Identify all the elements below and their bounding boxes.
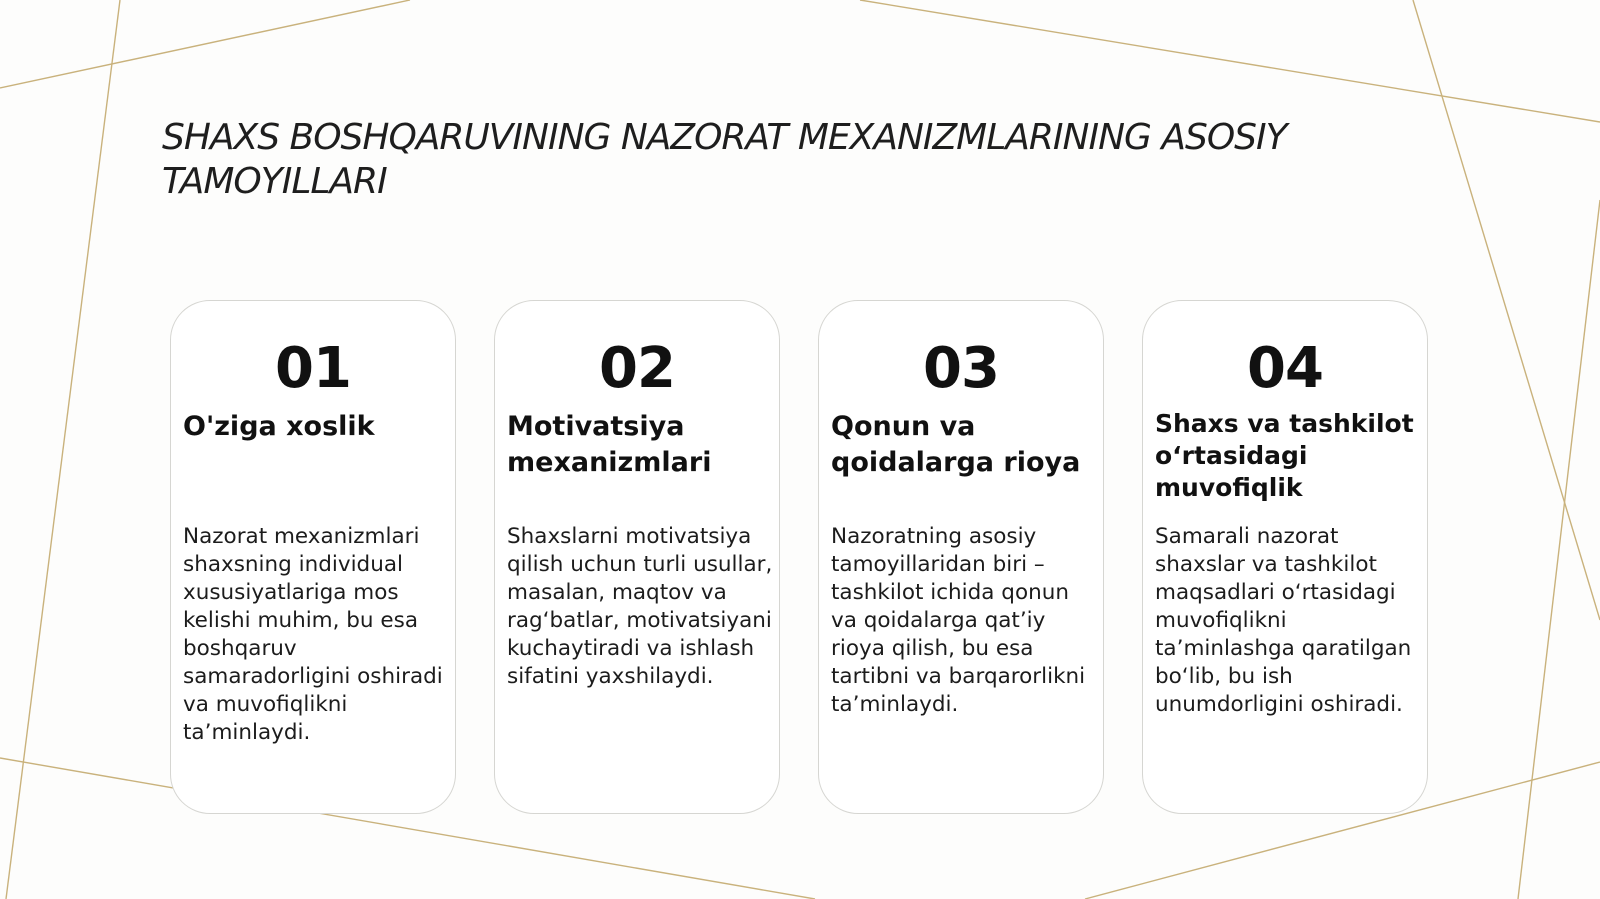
card-number: 02 bbox=[599, 336, 675, 401]
card-body: Nazoratning asosiy tamoyillaridan biri – tashkilot ichida qonun va qoidalarga qat’iy rioya qilish, bu esa tartibni va barqarorlikni ta’minlaydi. bbox=[831, 524, 1086, 717]
principle-card-03 bbox=[818, 300, 1104, 814]
card-body: Samarali nazorat shaxslar va tashkilot maqsadlari o‘rtasidagi muvofiqlikni ta’minlashga qaratilgan bo‘lib, bu ish unumdorligini oshiradi. bbox=[1155, 524, 1412, 717]
decor-line bbox=[0, 0, 410, 88]
card-number: 03 bbox=[923, 336, 999, 401]
decor-line bbox=[6, 0, 120, 899]
principle-card-02 bbox=[494, 300, 780, 814]
card-heading: Motivatsiya mexanizmlari bbox=[507, 411, 712, 478]
card-number: 04 bbox=[1247, 336, 1323, 401]
principle-card-01 bbox=[170, 300, 456, 814]
card-body: Nazorat mexanizmlari shaxsning individual xususiyatlariga mos kelishi muhim, bu esa boshqaruv samaradorligini oshiradi va muvofiqlikni ta’minlaydi. bbox=[183, 524, 443, 745]
slide-title: SHAXS BOSHQARUVINING NAZORAT MEXANIZMLARINING ASOSIY TAMOYILLARI bbox=[162, 117, 1287, 202]
card-number: 01 bbox=[275, 336, 351, 401]
card-body: Shaxslarni motivatsiya qilish uchun turli usullar, masalan, maqtov va rag‘batlar, motivatsiyani kuchaytiradi va ishlash sifatini yaxshilaydi. bbox=[507, 524, 773, 689]
card-heading: O'ziga xoslik bbox=[183, 411, 375, 442]
card-heading: Qonun va qoidalarga rioya bbox=[831, 411, 1081, 478]
decor-line bbox=[860, 0, 1600, 122]
card-heading: Shaxs va tashkilot o‘rtasidagi muvofiqlik bbox=[1155, 409, 1414, 502]
decor-line bbox=[1518, 200, 1600, 899]
principle-card-04 bbox=[1142, 300, 1428, 814]
decor-line bbox=[1413, 0, 1600, 620]
